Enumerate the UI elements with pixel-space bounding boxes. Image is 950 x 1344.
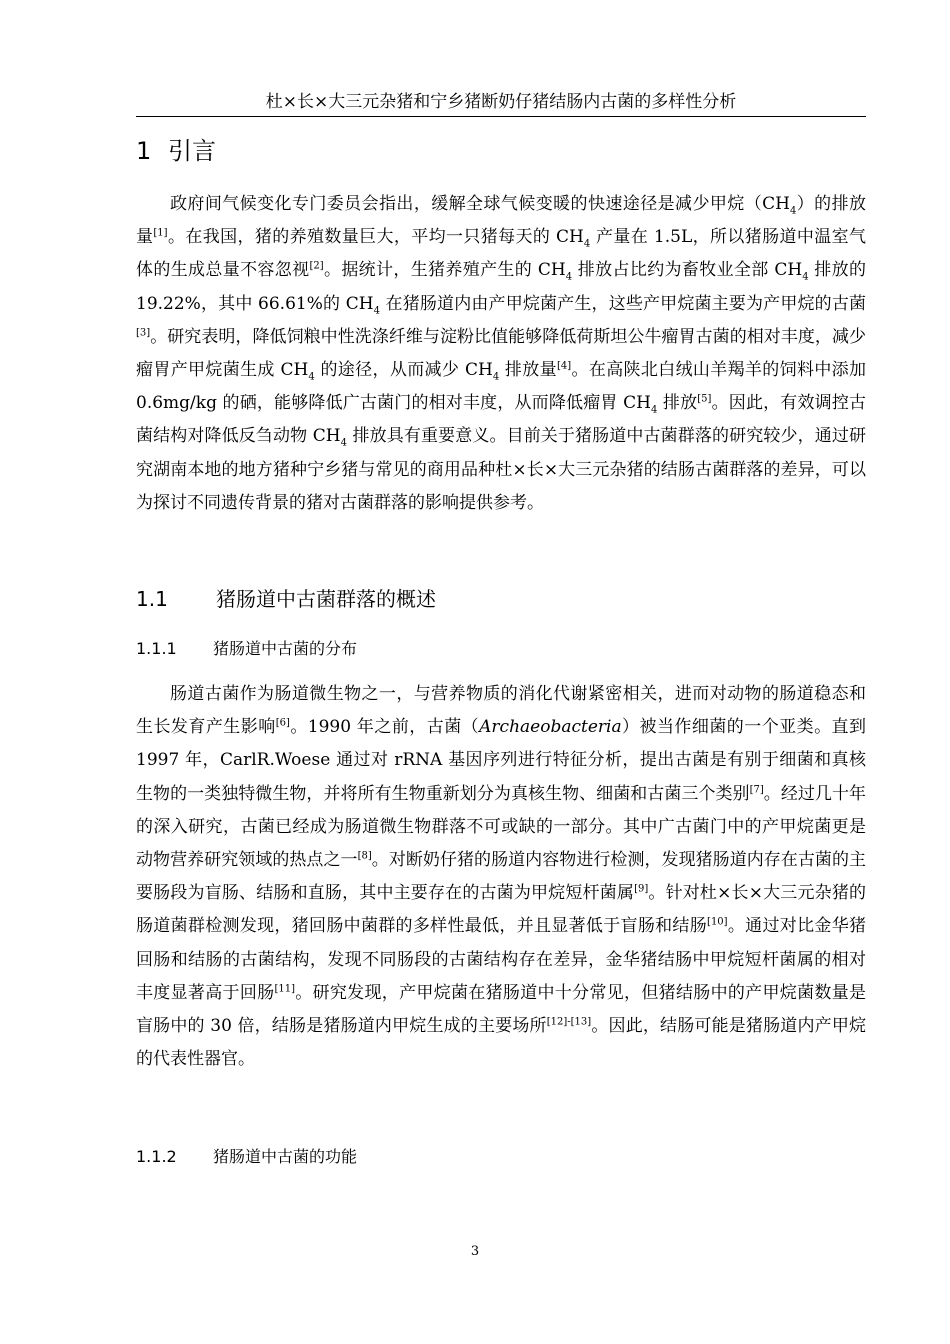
- citation: [7]: [749, 783, 764, 795]
- citation: [9]: [634, 883, 649, 895]
- intro-paragraph: 政府间气候变化专门委员会指出，缓解全球气候变暖的快速途径是减少甲烷$(CH_4)$的排放量[1]。在我国，猪的养殖数量巨大，平均一只猪每天的 $CH_4$ 产量在 1.5L，所以猪肠道中温室气体的生成总量不容忽视[2]。据统计，生猪养殖产生的 $CH_4$ 排放占比约为畜牧业全部 $CH_4$ 排放的 19.22%，其中 66.61%的 $CH_4$ 在猪肠道内由产甲烷菌产生，这些产甲烷菌主要为产甲烷的古菌[3]。研究表明，降低饲粮中性洗涤纤维与淀粉比值能够降低荷斯坦公牛瘤胃古菌的相对丰度，减少瘤胃产甲烷菌生成 $CH_4$ 的途径，从而减少 $CH_4$ 排放量[4]。在高陕北白绒山羊羯羊的饲料中添加 0.6mg/kg 的硒，能够降低广古菌门的相对丰度，从而降低瘤胃 $CH_4$ 排放[5]。因此，有效调控古菌结构对降低反刍动物 $CH_4$ 排放具有重要意义。目前关于猪肠道中古菌群落的研究较少，通过研究湖南本地的地方猪种宁乡猪与常见的商用品种杜×长×大三元杂猪的结肠古菌群落的差异，可以为探讨不同遗传背景的猪对古菌群落的影响提供参考。: [136, 194, 867, 513]
- section-heading-1-1: [136, 586, 436, 612]
- citation: [10]: [707, 916, 728, 928]
- citation: [1]: [153, 227, 168, 239]
- page-number: 3: [470, 1244, 480, 1259]
- section-heading-1-1-2: [136, 1145, 357, 1169]
- citation: [4]: [556, 360, 572, 372]
- citation: [2]: [309, 260, 324, 272]
- citation: [6]: [275, 717, 290, 729]
- citation: [12]-[13]: [546, 1016, 592, 1028]
- chapter-heading: [136, 136, 216, 166]
- section-title: 猪肠道中古菌的功能: [213, 1147, 358, 1166]
- chapter-title: 引言: [168, 137, 216, 165]
- citation: [3]: [136, 327, 151, 339]
- chapter-number: 1: [136, 137, 152, 165]
- distribution-paragraph: 肠道古菌作为肠道微生物之一，与营养物质的消化代谢紧密相关，进而对动物的肠道稳态和生长发育产生影响[6]。1990 年之前，古菌（Archaeobacteria）被当作细菌的一个亚类。直到 1997 年，CarlR.Woese 通过对 rRNA 基因序列进行特征分析，提出古菌是有别于细菌和真核生物的一类独特微生物，并将所有生物重新划分为真核生物、细菌和古菌三个类别[7]。经过几十年的深入研究，古菌已经成为肠道微生物群落不可或缺的一部分。其中广古菌门中的产甲烷菌更是动物营养研究领域的热点之一[8]。对断奶仔猪的肠道内容物进行检测，发现猪肠道内存在古菌的主要肠段为盲肠、结肠和直肠，其中主要存在的古菌为甲烷短杆菌属[9]。针对杜×长×大三元杂猪的肠道菌群检测发现，猪回肠中菌群的多样性最低，并且显著低于盲肠和结肠[10]。通过对比金华猪回肠和结肠的古菌结构，发现不同肠段的古菌结构存在差异，金华猪结肠中甲烷短杆菌属的相对丰度显著高于回肠[11]。研究发现，产甲烷菌在猪肠道中十分常见，但猪结肠中的产甲烷菌数量是盲肠中的 30 倍，结肠是猪肠道内甲烷生成的主要场所[12]-[13]。因此，结肠可能是猪肠道内产甲烷的代表性器官。: [136, 684, 867, 1070]
- section-heading-1-1-1: [136, 637, 357, 661]
- citation: [11]: [274, 983, 295, 995]
- citation: [8]: [357, 850, 372, 862]
- section-title: 猪肠道中古菌的分布: [213, 639, 358, 658]
- section-number: 1.1.1: [136, 639, 177, 658]
- citation: [5]: [697, 393, 712, 405]
- running-header: 杜×长×大三元杂猪和宁乡猪断奶仔猪结肠内古菌的多样性分析: [136, 90, 866, 117]
- section-number: 1.1: [136, 587, 168, 611]
- latin-name: Archaeobacteria: [479, 717, 622, 738]
- section-title: 猪肠道中古菌群落的概述: [216, 587, 436, 611]
- section-number: 1.1.2: [136, 1147, 177, 1166]
